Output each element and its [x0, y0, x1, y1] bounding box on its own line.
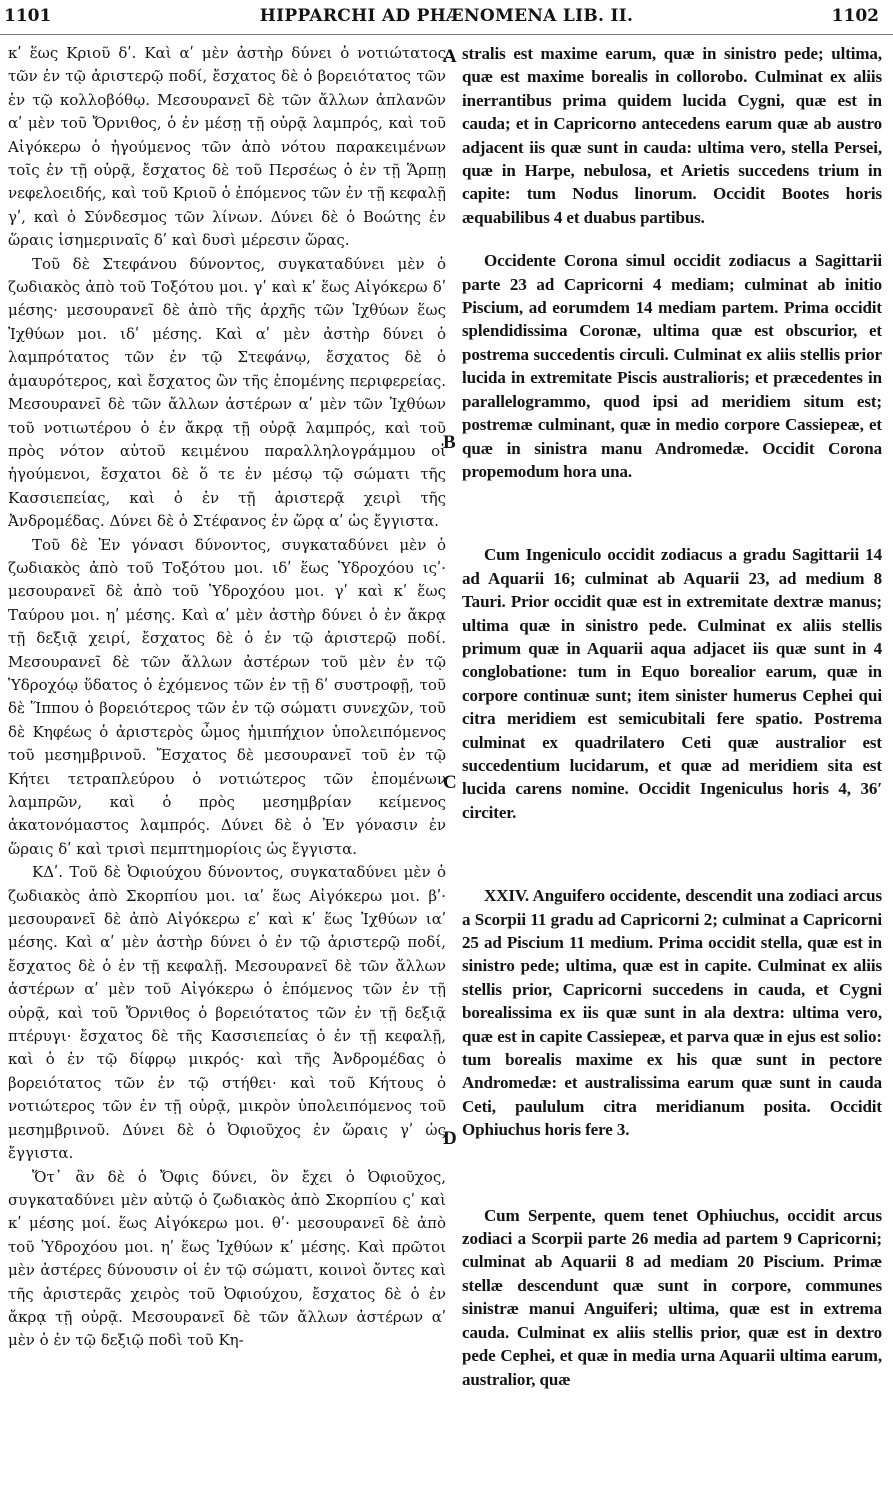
margin-letter-c: C	[443, 772, 457, 793]
latin-paragraph: Cum Ingeniculo occidit zodiacus a gradu Sagittarii 14 ad Aquarii 16; culminat ab Aquarii 23, ad medium 8 Tauri. Prior occidit quæ est in extremitate dextræ manus; ultima quæ in sinistro pede. Culminat ex aliis stellis primum quæ in Aquarii aqua adjacet iis quæ sunt in 4 conglobatione: tum in Equo borealior earum, quæ in corpore continuæ sunt; item sinister humerus Cephei qui citra meridiem est semicubitali fere spatio. Postrema culminat ex quadrilatero Ceti quæ australior est succedentium lucidarum, et quæ ad meridiem sita est lucida carens nomine. Occidit Ingeniculus horis 4, 36′ circiter.	[462, 545, 882, 822]
latin-paragraph: Cum Serpente, quem tenet Ophiuchus, occidit arcus zodiaci a Scorpii parte 26 media ad partem 9 Capricorni; culminat ab Aquarii 8 ad mediam 20 Piscium. Primæ stellæ descendunt quæ sunt in corpore, communes sinistræ manui Anguiferi; ultima, quæ est in extrema cauda. Culminat ex aliis stellis prior, quæ est in dextro pede Cephei, et quæ in media urna Aquarii ultima earum, australior, quæ	[462, 1205, 882, 1389]
greek-paragraph: Τοῦ δὲ Ἐν γόνασι δύνοντος, συγκαταδύνει μὲν ὁ ζωδιακὸς ἀπὸ τοῦ Τοξότου μοι. ιδʹ ἕως Ὑδροχόου ιςʹ· μεσουρανεῖ δὲ ἀπὸ τοῦ Ὑδροχόου μοι. γʹ καὶ κʹ ἕως Ταύρου μοι. ηʹ μέσης. Καὶ αʹ μὲν ἀστὴρ δύνει ὁ ἐν ἄκρᾳ τῇ δεξιᾷ χειρί, ἔσχατος δὲ ὁ ἐν τῷ ἀριστερῷ ποδί. Μεσουρανεῖ δὲ τῶν ἄλλων ἀστέρων τοῦ μὲν ἐν τῷ Ὑδροχόῳ ὕδατος ὁ ἐχόμενος τῶν ἐν τῇ δʹ συστροφῇ, τοῦ δὲ Ἵππου ὁ βορειότερος τῶν ἐν τῷ σώματι συνεχῶν, τοῦ δὲ Κηφέως ὁ ἀριστερὸς ὦμος ἡμιπήχιον ὑπολειπόμενος τοῦ μεσημβρινοῦ. Ἔσχατος δὲ μεσουρανεῖ τοῦ ἐν τῷ Κήτει τετραπλεύρου ὁ νοτιώτερος τῶν ἑπομένων λαμπρῶν, καὶ ὁ πρὸς μεσημβρίαν κείμενος ἀκατονόμαστος λαμπρός. Δύνει δὲ ὁ Ἐν γόνασιν ἐν ὥραις δʹ καὶ τρισὶ πεμπτημορίοις ὡς ἔγγιστα.	[8, 535, 446, 858]
latin-paragraph: Occidente Corona simul occidit zodiacus a Sagittarii parte 23 ad Capricorni 4 mediam; culminat ab initio Piscium, ad eorumdem 14 mediam partem. Prima occidit splendidissima Coronæ, ultima quæ est obscurior, et postrema succedentis circuli. Culminat ex aliis stellis prior lucida in extremitate Piscis australioris; et præcedentes in parallelogrammo, quod ipsi ad meridiem situm est; postremæ culminant, quæ in medio corpore Cassiepeæ, et quæ in sinistra manu Andromedæ. Occidit Corona propemodum hora una.	[462, 251, 882, 481]
greek-column	[8, 42, 446, 1353]
greek-paragraph: Ὅτ᾽ ἂν δὲ ὁ Ὄφις δύνει, ὃν ἔχει ὁ Ὀφιοῦχος, συγκαταδύνει μὲν αὐτῷ ὁ ζωδιακὸς ἀπὸ Σκορπίου ςʹ καὶ κʹ μέσης μοί. ἕως Αἰγόκερω μοι. θʹ· μεσουρανεῖ δὲ ἀπὸ τοῦ Ὑδροχόου μοι. ηʹ ἕως Ἰχθύων κʹ μέσης. Καὶ πρῶτοι μὲν ἀστέρες δύνουσιν οἱ ἐν τῷ σώματι, κοινοὶ ὄντες καὶ τῆς ἀριστερᾶς χειρὸς τοῦ Ὀφιούχου, ἔσχατος δὲ ὁ ἐν ἄκρᾳ τῇ οὐρᾷ. Μεσουρανεῖ δὲ τῶν ἄλλων ἀστέρων αʹ μὲν ὁ ἐν τῷ δεξιῷ ποδὶ τοῦ Κη-	[8, 1167, 446, 1350]
latin-paragraph: XXIV. Anguifero occidente, descendit una zodiaci arcus a Scorpii 11 gradu ad Capricorni 2; culminat a Capricorni 25 ad Piscium 11 medium. Prima occidit stella, quæ est in sinistro pede; ultima, quæ est in capite. Culminat ex aliis stellis prior, Capricorni succedens in cauda, et Cygni borealissima ex iis quæ sunt in ala dextra: ultima vero, quæ est in capite Cassiepeæ, et parva quæ in ejus est solio: tum borealis maxime ex his quæ sunt in pectore Andromedæ: et australissima earum quæ sunt in cauda Ceti, paululum citra meridianum posita. Occidit Ophiuchus horis fere 3.	[462, 886, 882, 1140]
page-number-left: 1101	[4, 6, 52, 26]
running-title: HIPPARCHI AD PHÆNOMENA LIB. II.	[259, 6, 634, 26]
latin-paragraph: stralis est maxime earum, quæ in sinistro pede; ultima, quæ est maxime borealis in collorobo. Culminat ex aliis inerrantibus prima quidem lucida Cygni, quæ est in cauda; et in Capricorno antecedens earum quæ ab austro adjacent iis quæ sunt in cauda: ultima vero, stella Persei, quæ in Harpe, nebulosa, et Arietis succedens trium in capite: tum Nodus linorum. Occidit Bootes horis æquabilibus 4 et duabus partibus.	[462, 44, 882, 227]
page-number-right: 1102	[831, 6, 879, 26]
latin-column	[462, 42, 882, 1401]
running-header	[0, 0, 893, 35]
margin-letter-b: B	[443, 432, 456, 453]
margin-letter-d: D	[443, 1128, 457, 1149]
margin-letter-a: A	[443, 46, 457, 67]
greek-paragraph: Τοῦ δὲ Στεφάνου δύνοντος, συγκαταδύνει μὲν ὁ ζωδιακὸς ἀπὸ τοῦ Τοξότου μοι. γʹ καὶ κʹ ἕως Αἰγόκερω δʹ μέσης· μεσουρανεῖ δὲ ἀπὸ τῆς ἀρχῆς τῶν Ἰχθύων ἕως Ἰχθύων μοι. ιδʹ μέσης. Καὶ αʹ μὲν ἀστὴρ δύνει ὁ λαμπρότατος τῶν ἐν τῷ Στεφάνῳ, ἔσχατος δὲ ὁ ἀμαυρότερος, καὶ ἔσχατος ὢν τῆς ἑπομένης περιφερείας. Μεσουρανεῖ δὲ τῶν ἄλλων ἀστέρων αʹ μὲν τῶν Ἰχθύων τοῦ νοτιωτέρου ὁ ἐν ἄκρᾳ τῇ οὐρᾷ λαμπρός, καὶ τοῦ πρὸς νότον αὐτοῦ κειμένου παραλληλογράμμου οἱ ἡγούμενοι, ἔσχατοι δὲ ὅ τε ἐν μέσῳ τῷ σώματι τῆς Κασσιεπείας, καὶ ὁ ἐν τῇ ἀριστερᾷ χειρὶ τῆς Ἀνδρομέδας. Δύνει δὲ ὁ Στέφανος ἐν ὥρᾳ αʹ ὡς ἔγγιστα.	[8, 254, 446, 531]
greek-paragraph: ΚΔʹ. Τοῦ δὲ Ὀφιούχου δύνοντος, συγκαταδύνει μὲν ὁ ζωδιακὸς ἀπὸ Σκορπίου μοι. ιαʹ ἕως Αἰγόκερω μοι. βʹ· μεσουρανεῖ δὲ ἀπὸ Αἰγόκερω εʹ καὶ κʹ ἕως Ἰχθύων ιαʹ μέσης. Καὶ αʹ μὲν ἀστὴρ δύνει ὁ ἐν τῷ ἀριστερῷ ποδί, ἔσχατος δὲ ὁ ἐν τῇ κεφαλῇ. Μεσουρανεῖ δὲ τῶν ἄλλων ἀστέρων αʹ μὲν τοῦ Αἰγόκερω ὁ ἑπόμενος τῶν ἐν τῇ οὐρᾷ, καὶ τοῦ Ὄρνιθος ὁ βορειότατος τῶν ἐν τῇ δεξιᾷ πτέρυγι· ἔσχατος δὲ τῆς Κασσιεπείας ὁ ἐν τῇ κεφαλῇ, καὶ ὁ ἐν τῷ δίφρῳ μικρός· καὶ τῆς Ἀνδρομέδας ὁ βορειότατος τῶν ἐν τῷ στήθει· καὶ τοῦ Κήτους ὁ νοτιώτερος τῶν ἐν τῇ οὐρᾷ, μικρὸν ὑπολειπόμενος τοῦ μεσημβρινοῦ. Δύνει δὲ ὁ Ὀφιοῦχος ἐν ὥραις γʹ ὡς ἔγγιστα.	[8, 863, 446, 1163]
greek-paragraph: κʹ ἕως Κριοῦ δʹ. Καὶ αʹ μὲν ἀστὴρ δύνει ὁ νοτιώτατος τῶν ἐν τῷ ἀριστερῷ ποδί, ἔσχατος δὲ ὁ βορειότατος τῶν ἐν τῷ κολλοβόθῳ. Μεσουρανεῖ δὲ τῶν ἄλλων ἀπλανῶν αʹ μὲν τοῦ Ὄρνιθος, ὁ ἐν μέσῃ τῇ οὐρᾷ λαμπρός, καὶ τοῦ Αἰγόκερω ὁ ἡγούμενος τῶν ἀπὸ νότου παρακειμένων τοῖς ἐν τῇ οὐρᾷ, ἔσχατος δὲ τοῦ Περσέως ὁ ἐν τῇ Ἅρπῃ νεφελοειδής, καὶ τοῦ Κριοῦ ὁ ἑπόμενος τῶν ἐν τῇ κεφαλῇ γʹ, καὶ ὁ Σύνδεσμος τῶν λίνων. Δύνει δὲ ὁ Βοώτης ἐν ὥραις ἰσημεριναῖς δʹ καὶ δυσὶ μέρεσιν ὥρας.	[8, 44, 446, 250]
